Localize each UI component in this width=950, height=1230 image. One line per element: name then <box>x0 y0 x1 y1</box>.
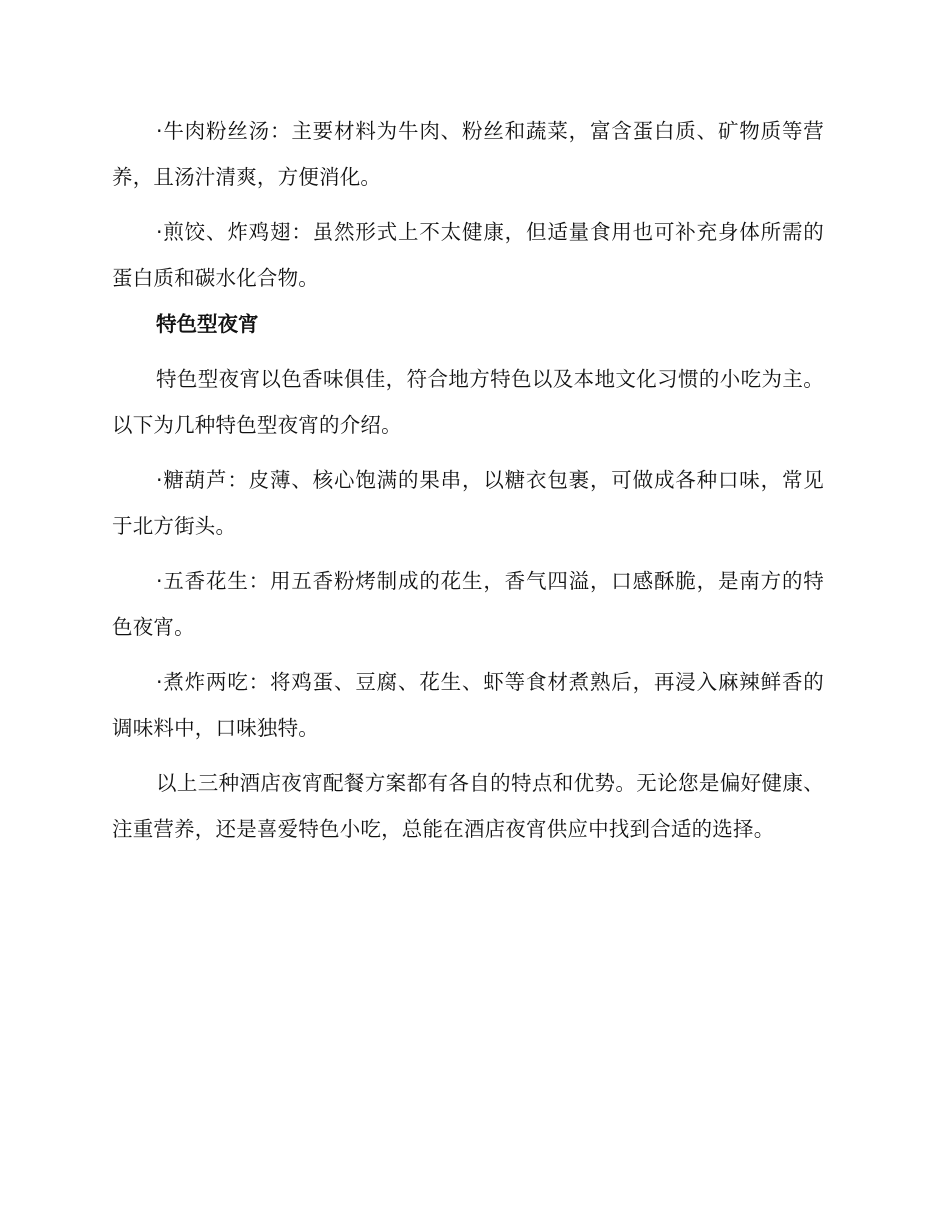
paragraph-boiled-fried-combo: ·煮炸两吃：将鸡蛋、豆腐、花生、虾等食材煮熟后，再浸入麻辣鲜香的调味料中，口味独特。 <box>112 670 824 740</box>
paragraph-fried-dumplings-wings: ·煎饺、炸鸡翅：虽然形式上不太健康，但适量食用也可补充身体所需的蛋白质和碳水化合物。 <box>112 220 824 290</box>
paragraph-beef-vermicelli-soup: ·牛肉粉丝汤：主要材料为牛肉、粉丝和蔬菜，富含蛋白质、矿物质等营养，且汤汁清爽，方便消化。 <box>112 119 824 189</box>
paragraph-five-spice-peanuts: ·五香花生：用五香粉烤制成的花生，香气四溢，口感酥脆，是南方的特色夜宵。 <box>112 569 824 639</box>
section-heading-specialty-snacks: 特色型夜宵 <box>156 312 259 336</box>
paragraph-specialty-intro: 特色型夜宵以色香味俱佳，符合地方特色以及本地文化习惯的小吃为主。以下为几种特色型夜宵的介绍。 <box>112 367 824 437</box>
paragraph-candied-haws: ·糖葫芦：皮薄、核心饱满的果串，以糖衣包裹，可做成各种口味，常见于北方街头。 <box>112 468 824 538</box>
document-page <box>112 108 824 852</box>
paragraph-conclusion: 以上三种酒店夜宵配餐方案都有各自的特点和优势。无论您是偏好健康、注重营养，还是喜爱特色小吃，总能在酒店夜宵供应中找到合适的选择。 <box>112 771 824 841</box>
